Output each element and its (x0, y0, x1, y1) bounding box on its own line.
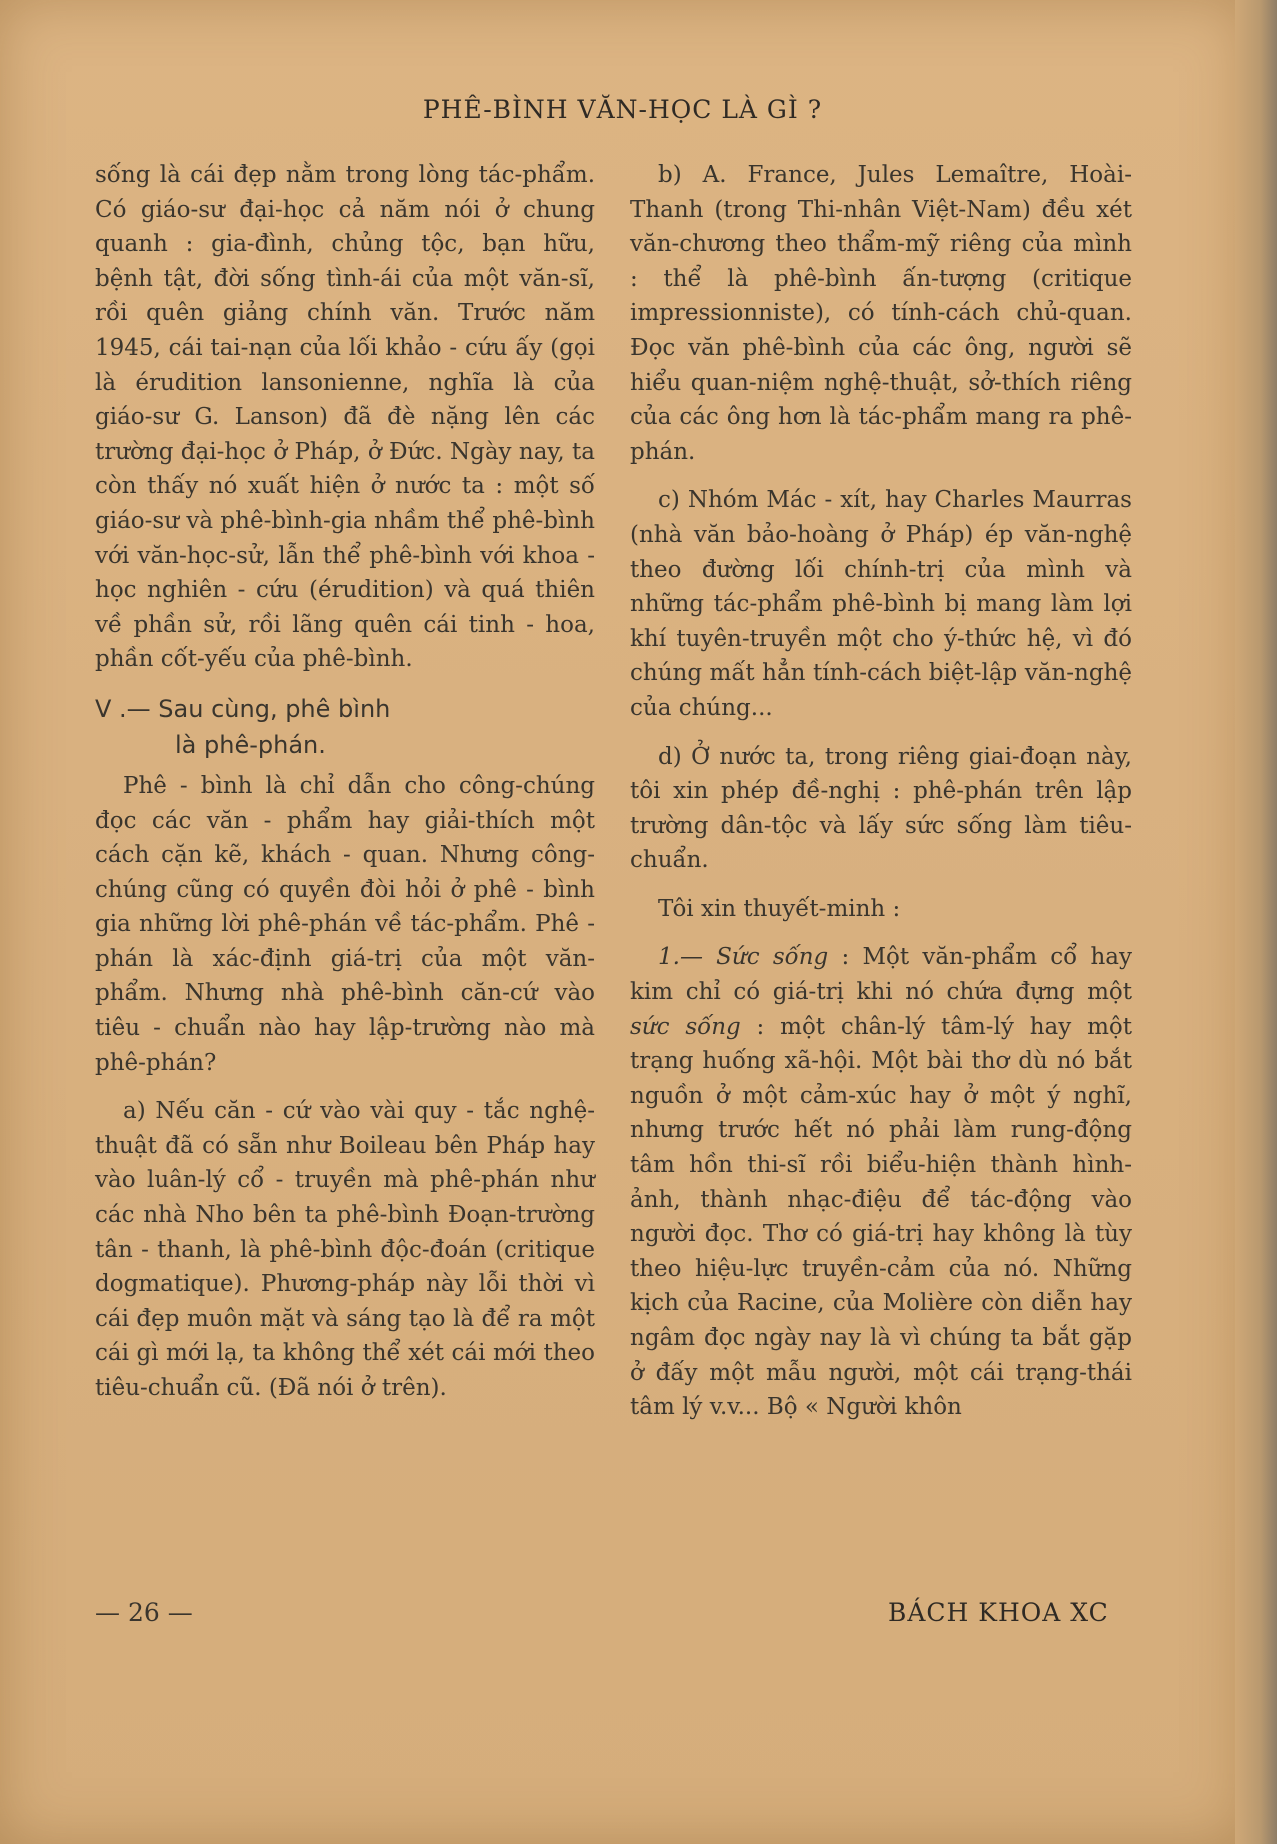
right-paragraph-5 (630, 940, 1132, 1424)
left-paragraph-2: Phê - bình là chỉ dẫn cho công-chúng đọc các văn - phẩm hay giải-thích một cách cặn kẽ, khách - quan. Nhưng công-chúng cũng có quyền đòi hỏi ở phê - bình gia những lời phê-phán về tác-phẩm. Phê - phán là xác-định giá-trị của một văn-phẩm. Nhưng nhà phê-bình căn-cứ vào tiêu - chuẩn nào hay lập-trường nào mà phê-phán? (95, 772, 595, 1076)
page-number: — 26 — (95, 1598, 193, 1627)
section-heading-line1: V .— Sau cùng, phê bình (95, 694, 391, 723)
right-paragraph-4: Tôi xin thuyết-minh : (658, 895, 901, 922)
section-heading (95, 691, 595, 763)
left-paragraph-1: sống là cái đẹp nằm trong lòng tác-phẩm. Có giáo-sư đại-học cả năm nói ở chung quanh : gia-đình, chủng tộc, bạn hữu, bệnh tật, đời sống tình-ái của một văn-sĩ, rồi quên giảng chính văn. Trước năm 1945, cái tai-nạn của lối khảo - cứu ấy (gọi là érudition lansonienne, nghĩa là của giáo-sư G. Lanson) đã đè nặng lên các trường đại-học ở Pháp, ở Đức. Ngày nay, ta còn thấy nó xuất hiện ở nước ta : một số giáo-sư và phê-bình-gia nhầm thể phê-bình với văn-học-sử, lẫn thể phê-bình với khoa - học nghiên - cứu (érudition) và quá thiên về phần sử, rồi lãng quên cái tinh - hoa, phần cốt-yếu của phê-bình. (95, 162, 595, 673)
right-paragraph-1: b) A. France, Jules Lemaître, Hoài-Thanh (trong Thi-nhân Việt-Nam) đều xét văn-chương theo thẩm-mỹ riêng của mình : thể là phê-bình ấn-tượng (critique impressionniste), có tính-cách chủ-quan. Đọc văn phê-bình của các ông, người sẽ hiểu quan-niệm nghệ-thuật, sở-thích riêng của các ông hơn là tác-phẩm mang ra phê-phán. (630, 162, 1132, 465)
section-heading-line2: là phê-phán. (175, 730, 326, 759)
subheading-suc-song: 1.— Sức sống (658, 944, 829, 971)
right-paragraph-2: c) Nhóm Mác - xít, hay Charles Maurras (nhà văn bảo-hoàng ở Pháp) ép văn-nghệ theo đường lối chính-trị của mình và những tác-phẩm phê-bình bị mang làm lợi khí tuyên-truyền một cho ý-thức hệ, vì đó chúng mất hẳn tính-cách biệt-lập văn-nghệ của chúng... (630, 487, 1132, 721)
right-paragraph-5-text-a: : Một văn-phẩm cổ hay kim chỉ có giá-trị khi nó chứa đựng một (630, 944, 1132, 1006)
right-column (630, 158, 1132, 1439)
magazine-name: BÁCH KHOA XC (888, 1598, 1109, 1627)
left-column (95, 158, 595, 1420)
left-paragraph-3: a) Nếu căn - cứ vào vài quy - tắc nghệ-thuật đã có sẵn như Boileau bên Pháp hay vào luân-lý cổ - truyền mà phê-phán như các nhà Nho bên ta phê-bình Đoạn-trường tân - thanh, là phê-bình độc-đoán (critique dogmatique). Phương-pháp này lỗi thời vì cái đẹp muôn mặt và sáng tạo là để ra một cái gì mới lạ, ta không thể xét cái mới theo tiêu-chuẩn cũ. (Đã nói ở trên). (95, 1098, 595, 1401)
page-edge (1235, 0, 1277, 1844)
running-header: PHÊ-BÌNH VĂN-HỌC LÀ GÌ ? (422, 95, 823, 124)
right-paragraph-5-text-b: : một chân-lý tâm-lý hay một trạng huống xã-hội. Một bài thơ dù nó bắt nguồn ở một cảm-xúc hay ở một ý nghĩ, nhưng trước hết nó phải làm rung-động tâm hồn thi-sĩ rồi biểu-hiện thành hình-ảnh, thành nhạc-điệu để tác-động vào người đọc. Thơ có giá-trị hay không là tùy theo hiệu-lực truyền-cảm của nó. Những kịch của Racine, của Molière còn diễn hay ngâm đọc ngày nay là vì chúng ta bắt gặp ở đấy một mẫu người, một cái trạng-thái tâm lý v.v... Bộ « Người khôn (630, 1013, 1132, 1421)
right-paragraph-3: d) Ở nước ta, trong riêng giai-đoạn này, tôi xin phép đề-nghị : phê-phán trên lập trường dân-tộc và lấy sức sống làm tiêu-chuẩn. (630, 743, 1132, 874)
emphasis-suc-song: sức sống (630, 1013, 741, 1040)
